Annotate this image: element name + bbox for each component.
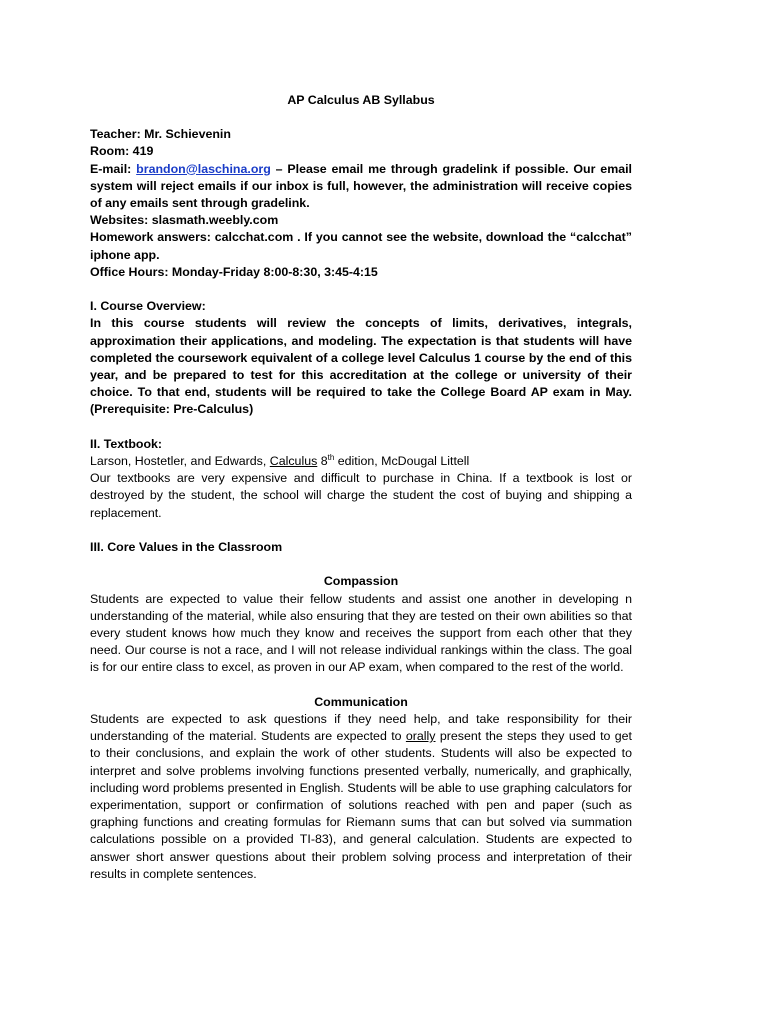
communication-body-part1: Students are expected to ask questions if they need help, and take responsibility for their understanding of the material. Students are expected to [90, 712, 632, 744]
core-values-heading: III. Core Values in the Classroom [90, 540, 283, 555]
textbook-body: Our textbooks are very expensive and difficult to purchase in China. If a textbook is lost or destroyed by the student, the school will charge the student the cost of buying and shipping a replacement. [90, 471, 632, 520]
compassion-body: Students are expected to value their fellow students and assist one another in developing n understanding of the material, while also ensuring that they are tested on their own abilities so that every student knows how much they know and receives the support from each other that they need. Our course is not a race, and I will not release individual rankings within the class. The goal is for our entire class to excel, as proven in our AP exam, when compared to the rest of the world. [90, 591, 632, 675]
document-body [90, 92, 632, 883]
spacer [90, 522, 632, 539]
course-overview-body: In this course students will review the concepts of limits, derivatives, integrals, approximation their applications, and modeling. The expectation is that students will have completed the coursework equivalent of a college level Calculus 1 course by the end of this year, and be prepared to test for this accreditation at the college or university of their choice. To that end, students will be required to take the College Board AP exam in May. (Prerequisite: Pre-Calculus) [90, 316, 632, 417]
room-line: Room: 419 [90, 144, 154, 159]
email-label: E-mail: [90, 161, 137, 176]
compassion-heading: Compassion [323, 574, 399, 589]
communication-underlined-word: orally [405, 729, 436, 744]
page-title: AP Calculus AB Syllabus [287, 93, 435, 107]
office-hours-line: Office Hours: Monday-Friday 8:00-8:30, 3:45-4:15 [90, 264, 378, 279]
communication-body-part2: present the steps they used to get to their conclusions, and explain the work of other students. Students will also be expected to interpret and solve problems involving functions presented verbally, numerically, and graphically, including word problems presented in English. Students will be able to use graphing calculators for experimentation, support or confirmation of solutions reached with pen and paper (such as graphing functions and creating formulas for Riemann sums that can but solved via summation calculations possible on a provided TI-83), and general calculation. Students are expected to answer short answer questions about their problem solving process and interpretation of their results in complete sentences. [90, 729, 632, 881]
textbook-edition-num: 8 [317, 454, 328, 469]
homework-line: Homework answers: calcchat.com . If you cannot see the website, download the “calcchat” iphone app. [90, 230, 632, 262]
teacher-line: Teacher: Mr. Schievenin [90, 127, 231, 142]
communication-heading: Communication [314, 694, 408, 709]
email-line [90, 161, 632, 213]
course-overview-heading: I. Course Overview: [90, 299, 206, 314]
communication-body [90, 711, 632, 883]
spacer [90, 281, 632, 298]
textbook-citation [90, 453, 632, 470]
websites-line: Websites: slasmath.weebly.com [90, 213, 279, 228]
textbook-edition-rest: edition, McDougal Littell [334, 454, 470, 469]
textbook-authors: Larson, Hostetler, and Edwards, [90, 454, 270, 469]
spacer [90, 556, 632, 573]
textbook-title: Calculus [269, 454, 318, 469]
email-link[interactable]: brandon@laschina.org [136, 161, 271, 176]
textbook-heading: II. Textbook: [90, 436, 163, 451]
spacer [90, 419, 632, 436]
textbook-edition-sup: th [327, 452, 335, 462]
spacer [90, 677, 632, 694]
email-note: – Please email me through gradelink if possible. Our email system will reject emails if our inbox is full, however, the administration will receive copies of any emails sent through gradelink. [90, 161, 632, 211]
